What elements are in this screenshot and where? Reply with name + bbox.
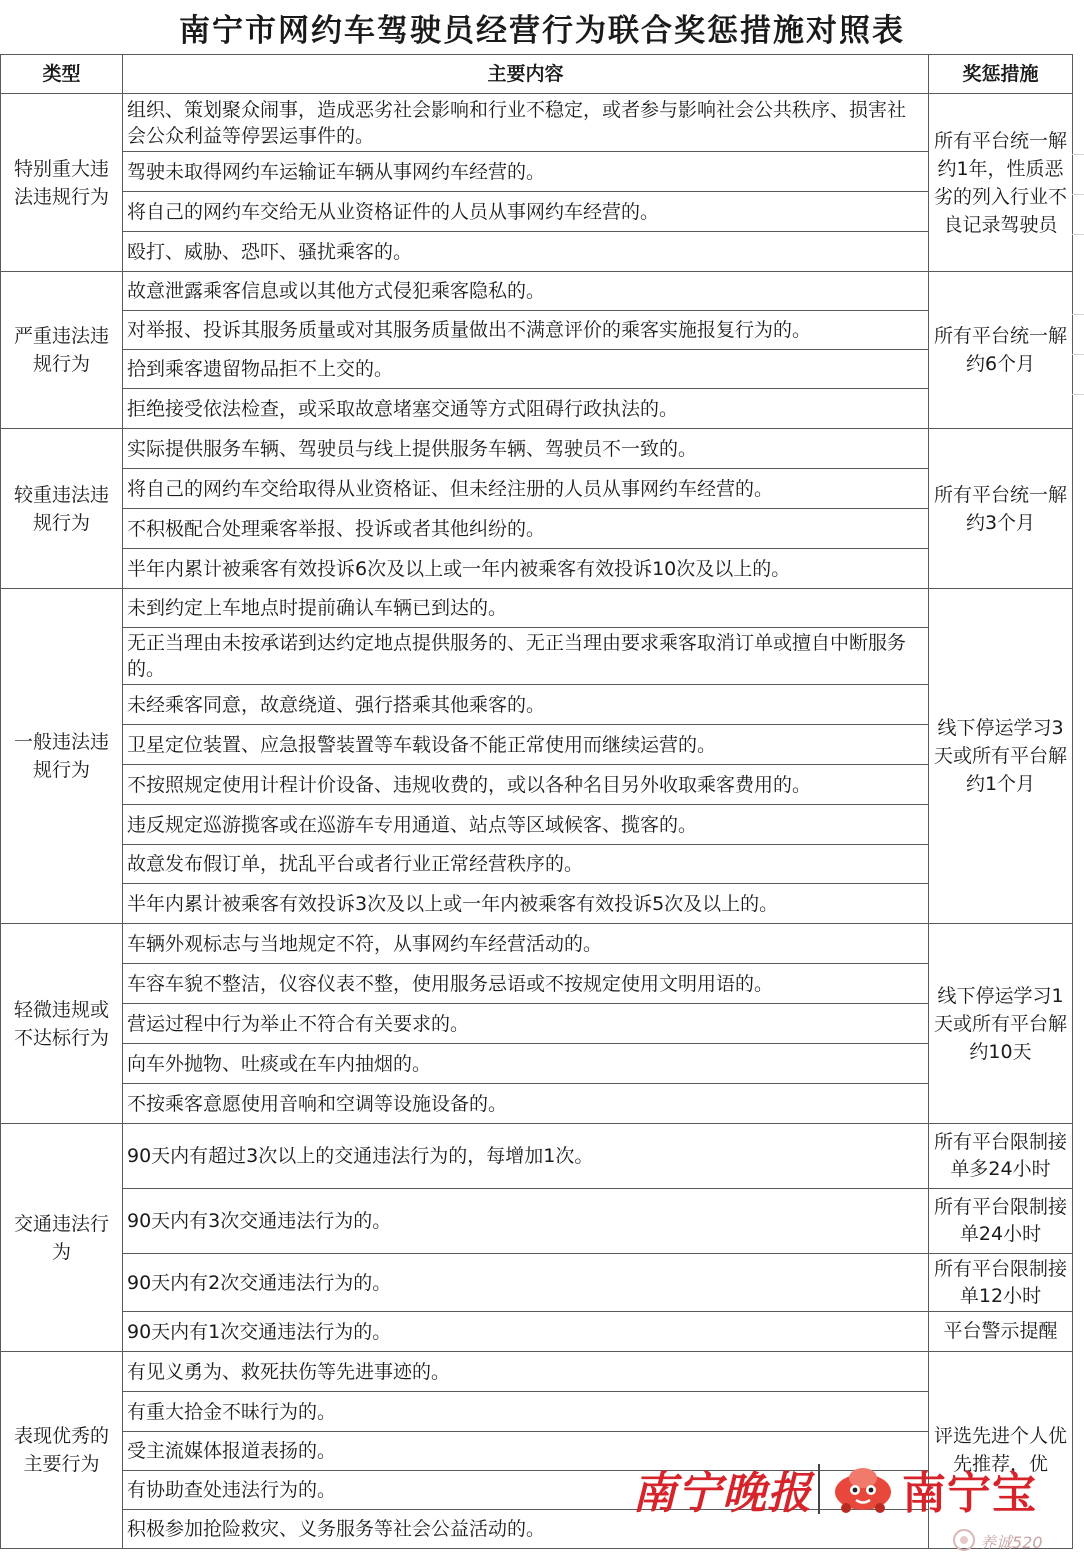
header-measure: 奖惩措施 [929,55,1073,94]
table-row [1,924,1073,964]
grid-line [1072,354,1084,355]
grid-line [1072,314,1084,315]
watermark-badge-icon [952,1528,976,1552]
content-cell: 组织、策划聚众闹事，造成恶劣社会影响和行业不稳定，或者参与影响社会公共秩序、损害社会公众利益等停罢运事件的。 [123,94,929,152]
watermark-brand: 南宁宝 [902,1468,1037,1519]
content-cell: 将自己的网约车交给无从业资格证件的人员从事网约车经营的。 [123,192,929,232]
table-row [1,589,1073,628]
measure-cell: 所有平台统一解约1年，性质恶劣的列入行业不良记录驾驶员 [929,94,1073,272]
content-cell: 故意发布假订单，扰乱平台或者行业正常经营秩序的。 [123,845,929,884]
content-cell: 拒绝接受依法检查，或采取故意堵塞交通等方式阻碍行政执法的。 [123,389,929,429]
category-cell: 较重违法违规行为 [1,429,123,589]
measure-cell: 所有平台限制接单24小时 [929,1189,1073,1254]
measure-cell: 平台警示提醒 [929,1312,1073,1352]
content-cell: 拾到乘客遗留物品拒不上交的。 [123,350,929,389]
measure-cell: 所有平台限制接单多24小时 [929,1124,1073,1189]
measure-cell: 线下停运学习3天或所有平台解约1个月 [929,589,1073,924]
measure-cell: 评选先进个人优先推荐，优 [929,1352,1073,1549]
category-cell: 交通违法行为 [1,1124,123,1352]
content-cell: 90天内有3次交通违法行为的。 [123,1189,929,1254]
table-row [1,725,1073,765]
watermark-newspaper: 南宁晚报 [632,1468,812,1519]
content-cell: 不按乘客意愿使用音响和空调等设施设备的。 [123,1084,929,1124]
table-row [1,685,1073,725]
penalty-table [0,54,1073,1549]
table-row [1,1084,1073,1124]
table-row [1,389,1073,429]
content-cell: 有见义勇为、救死扶伤等先进事迹的。 [123,1352,929,1392]
content-cell: 将自己的网约车交给取得从业资格证、但未经注册的人员从事网约车经营的。 [123,469,929,509]
table-row [1,1312,1073,1352]
content-cell: 对举报、投诉其服务质量或对其服务质量做出不满意评价的乘客实施报复行为的。 [123,311,929,350]
header-row [1,55,1073,94]
table-row [1,429,1073,469]
table-row [1,884,1073,924]
table-row [1,311,1073,350]
category-cell: 一般违法违规行为 [1,589,123,924]
measure-cell: 所有平台限制接单12小时 [929,1254,1073,1312]
table-row [1,549,1073,589]
table-row [1,94,1073,152]
content-cell: 受主流媒体报道表扬的。 [123,1432,929,1471]
table-row [1,628,1073,685]
content-cell: 90天内有超过3次以上的交通违法行为的，每增加1次。 [123,1124,929,1189]
category-cell: 严重违法违规行为 [1,272,123,429]
car-mascot-icon [832,1462,894,1514]
content-cell: 90天内有1次交通违法行为的。 [123,1312,929,1352]
grid-line [1072,394,1084,395]
content-cell: 有重大拾金不昧行为的。 [123,1392,929,1432]
table-row [1,845,1073,884]
content-cell: 半年内累计被乘客有效投诉6次及以上或一年内被乘客有效投诉10次及以上的。 [123,549,929,589]
table-row [1,272,1073,311]
table-row [1,1124,1073,1189]
table-row [1,469,1073,509]
table-row [1,805,1073,845]
measure-cell: 所有平台统一解约3个月 [929,429,1073,589]
table-row [1,1352,1073,1392]
watermark-corner: 养诚520 [980,1533,1043,1552]
table-row [1,1392,1073,1432]
content-cell: 积极参加抢险救灾、义务服务等社会公益活动的。 [123,1510,929,1549]
category-cell: 表现优秀的主要行为 [1,1352,123,1549]
content-cell: 实际提供服务车辆、驾驶员与线上提供服务车辆、驾驶员不一致的。 [123,429,929,469]
content-cell: 半年内累计被乘客有效投诉3次及以上或一年内被乘客有效投诉5次及以上的。 [123,884,929,924]
measure-cell: 线下停运学习1天或所有平台解约10天 [929,924,1073,1124]
table-row [1,1189,1073,1254]
table-row [1,964,1073,1004]
content-cell: 向车外抛物、吐痰或在车内抽烟的。 [123,1044,929,1084]
grid-line [1072,234,1084,235]
content-cell: 故意泄露乘客信息或以其他方式侵犯乘客隐私的。 [123,272,929,311]
content-cell: 无正当理由未按承诺到达约定地点提供服务的、无正当理由要求乘客取消订单或擅自中断服务的。 [123,628,929,685]
table-row [1,1044,1073,1084]
table-row [1,1254,1073,1312]
content-cell: 营运过程中行为举止不符合有关要求的。 [123,1004,929,1044]
header-type: 类型 [1,55,123,94]
table-row [1,152,1073,192]
content-cell: 不积极配合处理乘客举报、投诉或者其他纠纷的。 [123,509,929,549]
measure-cell: 所有平台统一解约6个月 [929,272,1073,429]
content-cell: 未到约定上车地点时提前确认车辆已到达的。 [123,589,929,628]
table-row [1,1004,1073,1044]
content-cell: 卫星定位装置、应急报警装置等车载设备不能正常使用而继续运营的。 [123,725,929,765]
table-row [1,232,1073,272]
table-row [1,350,1073,389]
grid-line [1072,194,1084,195]
category-cell: 特别重大违法违规行为 [1,94,123,272]
content-cell: 90天内有2次交通违法行为的。 [123,1254,929,1312]
content-cell: 不按照规定使用计程计价设备、违规收费的，或以各种名目另外收取乘客费用的。 [123,765,929,805]
content-cell: 有协助查处违法行为的。 [123,1471,929,1510]
grid-line [1072,154,1084,155]
page-title: 南宁市网约车驾驶员经营行为联合奖惩措施对照表 [179,12,905,49]
table-row [1,192,1073,232]
content-cell: 车容车貌不整洁，仪容仪表不整，使用服务忌语或不按规定使用文明用语的。 [123,964,929,1004]
content-cell: 违反规定巡游揽客或在巡游车专用通道、站点等区域候客、揽客的。 [123,805,929,845]
content-cell: 驾驶未取得网约车运输证车辆从事网约车经营的。 [123,152,929,192]
category-cell: 轻微违规或不达标行为 [1,924,123,1124]
content-cell: 车辆外观标志与当地规定不符，从事网约车经营活动的。 [123,924,929,964]
header-content: 主要内容 [123,55,929,94]
table-row [1,765,1073,805]
content-cell: 未经乘客同意，故意绕道、强行搭乘其他乘客的。 [123,685,929,725]
content-cell: 殴打、威胁、恐吓、骚扰乘客的。 [123,232,929,272]
table-row [1,509,1073,549]
watermark-separator [818,1464,820,1514]
